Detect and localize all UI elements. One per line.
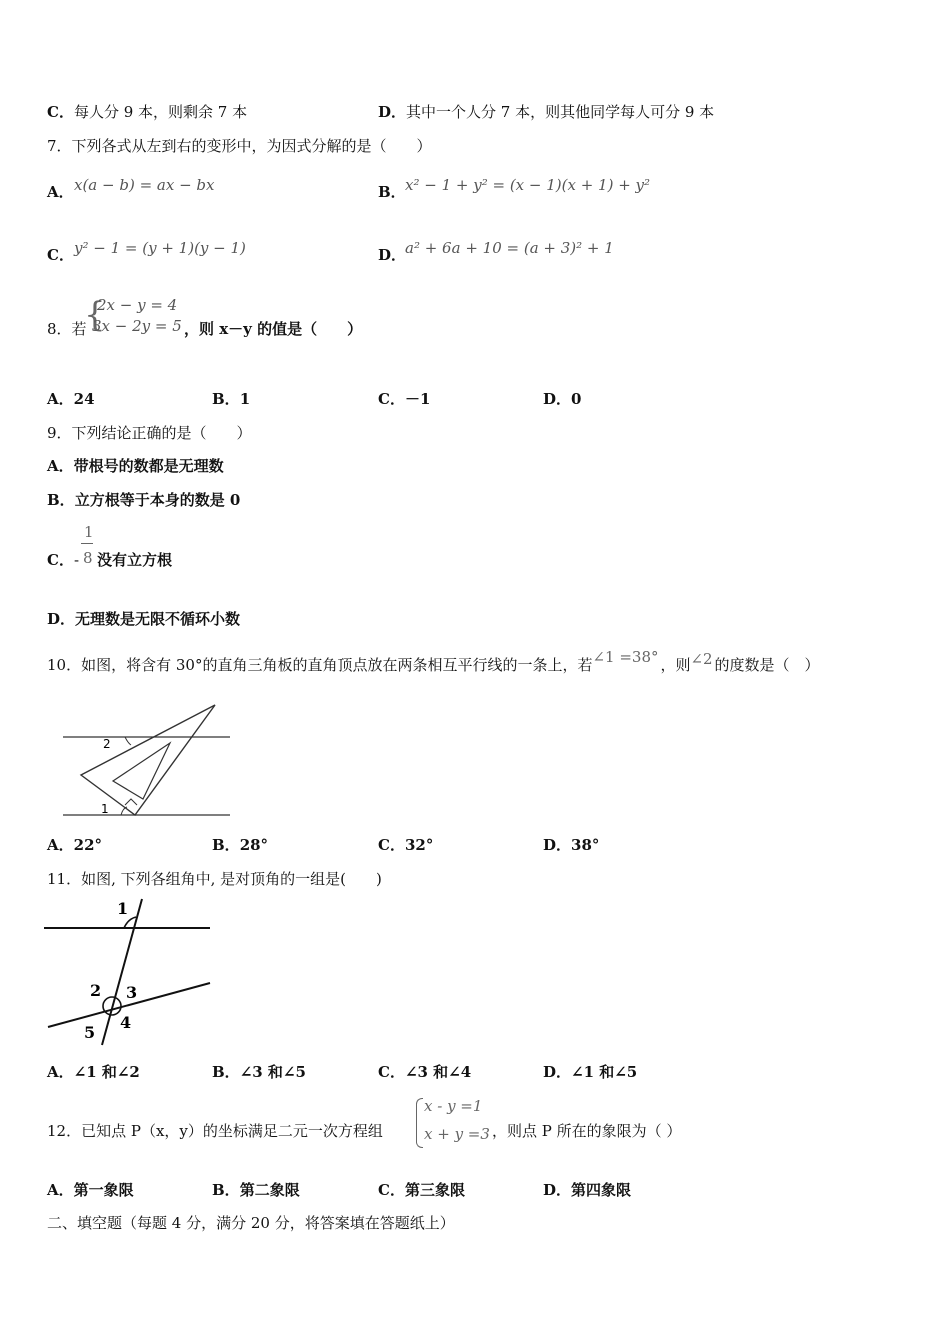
q11-figure-label-2: 2 <box>90 981 102 1000</box>
option-text: ∠3 和∠5 <box>239 1063 306 1081</box>
option-text: 38° <box>571 836 600 854</box>
option-text: 第一象限 <box>73 1181 134 1199</box>
q7-option-b-expr: x² − 1 + y² = (x − 1)(x + 1) + y² <box>405 176 651 194</box>
option-text: 带根号的数都是无理数 <box>73 457 224 475</box>
option-label: B． <box>212 1063 240 1081</box>
q11-figure-label-3: 3 <box>126 983 138 1002</box>
q11-figure-label-4: 4 <box>120 1013 132 1032</box>
q10-option-c <box>378 835 433 855</box>
option-label: A． <box>47 836 74 854</box>
option-text: 第二象限 <box>239 1181 300 1199</box>
q12-brace <box>416 1098 423 1148</box>
option-label: A． <box>47 390 74 408</box>
q7-option-b-label: B． <box>378 183 406 201</box>
option-text: 每人分 9 本，则剩余 7 本 <box>73 103 248 121</box>
option-text: 第四象限 <box>571 1181 632 1199</box>
q9-stem: 9．下列结论正确的是（ ） <box>47 424 252 442</box>
option-text: ∠3 和∠4 <box>404 1063 472 1081</box>
section-2-heading: 二、填空题（每题 4 分，满分 20 分，将答案填在答题纸上） <box>47 1214 455 1232</box>
q11-figure-label-1: 1 <box>117 899 129 918</box>
option-label: D． <box>543 1181 572 1199</box>
option-text: 22° <box>73 836 103 854</box>
q11-option-d <box>543 1062 637 1082</box>
option-label: A． <box>47 457 74 475</box>
q10-figure-label-1: 1 <box>101 802 109 816</box>
q8-option-b <box>212 389 250 409</box>
option-text: 第三象限 <box>404 1181 465 1199</box>
q7-option-a-label: A． <box>47 183 74 201</box>
q7-option-a-expr: x(a − b) = ax − bx <box>74 176 215 194</box>
q8-brace: { <box>84 295 106 335</box>
q12-eq1: x - y =1 <box>424 1097 483 1115</box>
q11-stem: 11．如图, 下列各组角中, 是对顶角的一组是( ) <box>47 870 382 888</box>
q9-option-b <box>47 490 240 510</box>
q12-option-c <box>378 1180 465 1200</box>
option-text: 无理数是无限不循环小数 <box>75 610 241 628</box>
q9-option-c-neg: - <box>74 551 80 569</box>
q8-prefix: 8．若 <box>47 320 87 338</box>
q12-eq2: x + y =3 <box>424 1125 490 1143</box>
option-label: C． <box>378 1181 405 1199</box>
option-label: D． <box>543 836 572 854</box>
q10-stem-part1: 10．如图，将含有 30°的直角三角板的直角顶点放在两条相互平行线的一条上，若 <box>47 656 593 674</box>
q10-angle2: ∠2 <box>690 650 713 668</box>
q8-option-a <box>47 389 95 409</box>
option-label: D． <box>543 1063 572 1081</box>
option-text: 28° <box>239 836 269 854</box>
q11-figure <box>42 895 217 1050</box>
q8-option-c <box>378 389 430 409</box>
q10-option-d <box>543 835 599 855</box>
option-label: B． <box>212 836 240 854</box>
q11-option-a <box>47 1062 140 1082</box>
option-text: 1 <box>239 390 251 408</box>
q9-option-a <box>47 456 224 476</box>
q10-angle1: ∠1 =38° <box>592 648 659 666</box>
q9-option-c-label: C． <box>47 551 74 569</box>
option-label: B． <box>212 390 240 408</box>
q9-option-d <box>47 609 240 629</box>
option-label: C． <box>378 1063 405 1081</box>
fraction-bar <box>81 543 93 544</box>
option-label: A． <box>47 1181 74 1199</box>
q8-eq2: 3x − 2y = 5 <box>92 317 182 335</box>
option-text: 其中一个人分 7 本，则其他同学每人可分 9 本 <box>406 103 715 121</box>
q12-stem-part2: ，则点 P 所在的象限为（ ） <box>492 1122 682 1140</box>
q7-option-c-expr: y² − 1 = (y + 1)(y − 1) <box>74 239 246 257</box>
option-text: －1 <box>404 390 431 408</box>
q11-option-b <box>212 1062 306 1082</box>
q7-option-d-label: D． <box>378 246 407 264</box>
q12-option-a <box>47 1180 134 1200</box>
option-text: ∠1 和∠2 <box>73 1063 140 1081</box>
option-text: 0 <box>571 390 582 408</box>
q8-eq1: 2x − y = 4 <box>97 296 178 314</box>
q8-option-d <box>543 389 581 409</box>
q11-option-c <box>378 1062 471 1082</box>
option-label: C． <box>378 390 405 408</box>
q7-stem: 7．下列各式从左到右的变形中，为因式分解的是（ ） <box>47 137 432 155</box>
q6-option-c <box>47 102 247 122</box>
q10-figure <box>55 695 240 825</box>
option-text: ∠1 和∠5 <box>571 1063 638 1081</box>
option-text: 24 <box>73 390 95 408</box>
q12-option-d <box>543 1180 631 1200</box>
option-text: 32° <box>404 836 434 854</box>
q9-option-c-numerator: 1 <box>84 523 94 541</box>
q10-figure-label-2: 2 <box>103 737 111 751</box>
option-label: D． <box>543 390 572 408</box>
q10-stem-part3: 的度数是（ ） <box>714 656 820 674</box>
option-label: C． <box>47 103 74 121</box>
q10-option-b <box>212 835 268 855</box>
q9-option-c-denominator: 8 <box>83 549 93 567</box>
q10-stem-part2: ，则 <box>660 656 691 674</box>
q10-option-a <box>47 835 102 855</box>
option-label: A． <box>47 1063 74 1081</box>
q7-option-d-expr: a² + 6a + 10 = (a + 3)² + 1 <box>405 239 614 257</box>
q9-option-c-text: 没有立方根 <box>97 551 173 569</box>
q10-stem <box>47 648 820 675</box>
q6-option-d <box>378 102 714 122</box>
option-label: B． <box>47 491 75 509</box>
option-label: D． <box>47 610 76 628</box>
option-text: 立方根等于本身的数是 0 <box>74 491 241 509</box>
q8-suffix: ，则 x－y 的值是（ ） <box>184 320 363 338</box>
q11-figure-label-5: 5 <box>84 1023 96 1042</box>
option-label: B． <box>212 1181 240 1199</box>
q12-option-b <box>212 1180 300 1200</box>
q12-stem-part1: 12．已知点 P（x，y）的坐标满足二元一次方程组 <box>47 1122 383 1140</box>
option-label: C． <box>378 836 405 854</box>
q7-option-c-label: C． <box>47 246 74 264</box>
option-label: D． <box>378 103 407 121</box>
